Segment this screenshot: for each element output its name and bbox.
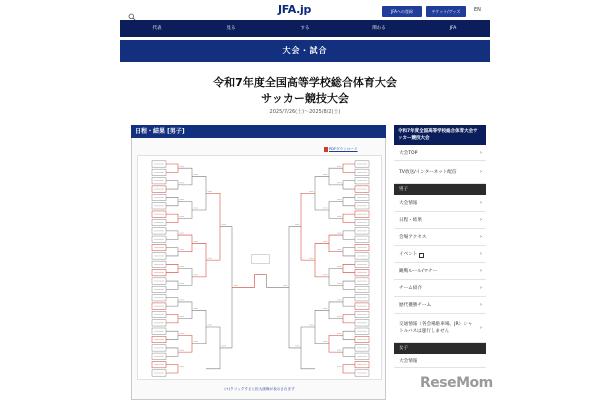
bracket-line bbox=[166, 348, 178, 356]
chevron-right-icon: › bbox=[480, 251, 482, 257]
bracket-line bbox=[343, 264, 355, 272]
page-title-line1: 令和7年度全国高等学校総合体育大会 bbox=[213, 76, 397, 89]
bracket-line bbox=[289, 227, 301, 348]
sidebar-item-label: 大会情報 bbox=[399, 358, 418, 364]
chevron-right-icon: › bbox=[480, 217, 482, 223]
bracket-line bbox=[329, 168, 343, 185]
bracket-line bbox=[178, 168, 192, 185]
bracket-line bbox=[343, 181, 355, 189]
bracket-line bbox=[166, 231, 178, 239]
sidebar-section-girls: 女子 bbox=[394, 343, 486, 354]
chevron-right-icon: › bbox=[480, 325, 482, 331]
bracket-line bbox=[343, 214, 355, 222]
sidebar-section-boys: 男子 bbox=[394, 184, 486, 195]
sidebar-item-tv[interactable] bbox=[394, 161, 486, 184]
bracket-line bbox=[220, 227, 232, 348]
bracket-line bbox=[178, 269, 192, 286]
bracket-line bbox=[343, 365, 355, 373]
bracket-line bbox=[315, 177, 329, 210]
bracket-line bbox=[166, 264, 178, 272]
sidebar-item-label: 会場アクセス bbox=[399, 235, 427, 240]
bracket-line bbox=[166, 314, 178, 322]
bracket-line bbox=[206, 193, 220, 260]
bracket-line bbox=[178, 302, 192, 319]
bracket-line bbox=[343, 231, 355, 239]
chevron-right-icon: › bbox=[480, 268, 482, 274]
bracket-line bbox=[315, 310, 329, 343]
sidebar-item-boys-schedule[interactable] bbox=[394, 212, 486, 229]
sidebar-item-boys-traffic[interactable] bbox=[394, 314, 486, 343]
bracket-line bbox=[166, 164, 178, 172]
bracket-line bbox=[329, 302, 343, 319]
calendar-icon bbox=[419, 253, 424, 258]
sidebar-item-girls-info[interactable] bbox=[394, 354, 486, 368]
sidebar-item-boys-rules[interactable] bbox=[394, 263, 486, 280]
bracket-line bbox=[178, 335, 192, 352]
bracket-line bbox=[301, 327, 315, 369]
nav-item-jfa[interactable]: JFA bbox=[449, 26, 457, 31]
nav-item-kakawaru[interactable]: 関わる bbox=[372, 26, 386, 31]
sidebar-item-boys-info[interactable] bbox=[394, 195, 486, 212]
bracket-line bbox=[343, 281, 355, 289]
chevron-right-icon: › bbox=[480, 234, 482, 240]
tournament-bracket-image[interactable] bbox=[137, 155, 382, 380]
sidebar-item-label: 大会TOP bbox=[399, 150, 418, 156]
bracket-line bbox=[343, 164, 355, 172]
bracket-line bbox=[166, 214, 178, 222]
chevron-right-icon: › bbox=[480, 169, 482, 175]
main-nav bbox=[120, 20, 490, 37]
language-en-link[interactable]: EN bbox=[474, 7, 481, 13]
sidebar-item-boys-access[interactable] bbox=[394, 229, 486, 246]
pdf-icon bbox=[324, 147, 328, 152]
page bbox=[120, 0, 490, 400]
zoom-caption-link[interactable]: (+)クリックすると拡大画像が表示されます bbox=[224, 387, 295, 391]
bracket-line bbox=[192, 310, 206, 343]
bracket-line bbox=[206, 327, 220, 369]
nav-item-miru[interactable]: 見る bbox=[226, 26, 236, 31]
sidebar bbox=[394, 125, 486, 400]
section-banner: 大会・試合 bbox=[120, 40, 490, 62]
page-title-line2: サッカー競技大会 bbox=[261, 92, 349, 105]
sidebar-item-label: イベント bbox=[399, 252, 418, 257]
bracket-line bbox=[343, 197, 355, 205]
sidebar-item-label: 歴代優勝チーム bbox=[399, 303, 432, 308]
bracket-line bbox=[192, 243, 206, 276]
bracket-line bbox=[166, 365, 178, 373]
bracket-graphic bbox=[138, 156, 383, 381]
chevron-right-icon: › bbox=[480, 200, 482, 206]
bracket-line bbox=[166, 197, 178, 205]
nav-item-daihyo[interactable]: 代表 bbox=[152, 26, 162, 31]
bracket-final-info bbox=[252, 255, 270, 264]
bracket-line bbox=[166, 248, 178, 256]
bracket-line bbox=[329, 235, 343, 252]
chevron-right-icon: › bbox=[480, 149, 482, 156]
bracket-line bbox=[166, 281, 178, 289]
bracket-line bbox=[343, 314, 355, 322]
sidebar-item-top[interactable] bbox=[394, 145, 486, 161]
bracket-line bbox=[343, 298, 355, 306]
bracket-line bbox=[178, 202, 192, 219]
results-panel bbox=[131, 138, 386, 400]
resemom-watermark: ReseMom bbox=[420, 375, 493, 391]
bracket-line bbox=[343, 331, 355, 339]
bracket-line bbox=[166, 181, 178, 189]
results-panel-heading: 日程・結果 [男子] bbox=[131, 125, 386, 138]
bracket-line bbox=[329, 269, 343, 286]
event-dates: 2025/7/26(土)〜2025/8/2(土) bbox=[269, 109, 341, 115]
pdf-download-link[interactable]: PDFダウンロード bbox=[329, 147, 358, 151]
search-icon[interactable] bbox=[128, 6, 136, 14]
bracket-line bbox=[166, 331, 178, 339]
bracket-line bbox=[178, 235, 192, 252]
sidebar-item-boys-champions[interactable] bbox=[394, 297, 486, 314]
sidebar-item-boys-teams[interactable] bbox=[394, 280, 486, 297]
bracket-line bbox=[166, 298, 178, 306]
bracket-line bbox=[329, 335, 343, 352]
register-button[interactable]: JFAへの登録 bbox=[382, 6, 422, 17]
chevron-right-icon: › bbox=[480, 302, 482, 308]
sidebar-item-label: チーム紹介 bbox=[399, 286, 422, 291]
sidebar-item-label: TV放送/インターネット配信 bbox=[399, 170, 457, 175]
bracket-line bbox=[329, 202, 343, 219]
bracket-line bbox=[301, 193, 315, 260]
sidebar-heading: 令和7年度全国高等学校総合体育大会サッカー競技大会 bbox=[394, 125, 486, 145]
bracket-line bbox=[315, 243, 329, 276]
bracket-line bbox=[343, 348, 355, 356]
ticket-button[interactable]: チケット/グッズ bbox=[426, 6, 466, 17]
sidebar-item-label: 交通情報（各会場駐車場、JR）シャトルバスは運行しません bbox=[399, 322, 473, 334]
bracket-line bbox=[343, 248, 355, 256]
bracket-line bbox=[192, 177, 206, 210]
sidebar-item-label: 日程・結果 bbox=[399, 218, 422, 223]
sidebar-item-label: 大会情報 bbox=[399, 201, 418, 206]
chevron-right-icon: › bbox=[480, 285, 482, 291]
nav-item-suru[interactable]: する bbox=[300, 26, 310, 31]
site-header bbox=[120, 0, 490, 20]
jfa-logo[interactable]: JFA.jp bbox=[278, 3, 312, 16]
sidebar-item-boys-event[interactable] bbox=[394, 246, 486, 263]
sidebar-item-label: 観戦ルール/マナー bbox=[399, 269, 438, 274]
